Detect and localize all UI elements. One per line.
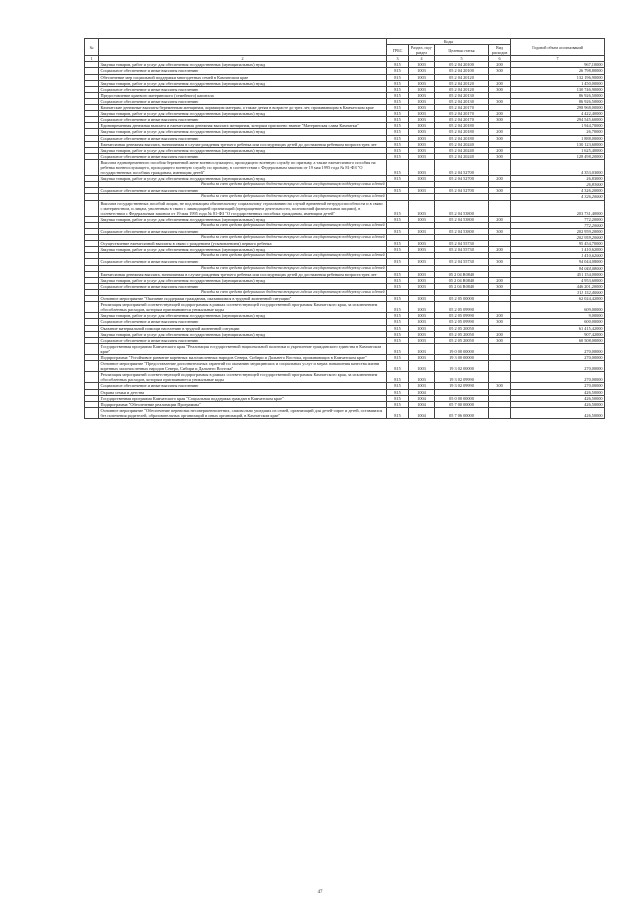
row-section-cell: 1003 — [409, 343, 435, 354]
row-amount-cell: 26 798,80000 — [511, 68, 605, 74]
table-row — [85, 159, 605, 175]
row-grbs-cell: 815 — [387, 229, 409, 235]
row-exp-type-cell: 300 — [489, 68, 511, 74]
row-amount-cell: 203 731,40000 — [511, 200, 605, 216]
row-number-cell — [85, 159, 99, 175]
row-grbs-cell: 815 — [387, 62, 409, 68]
row-name-cell: Обеспечение мер социальной поддержки многодетных семей в Камчатском крае — [99, 74, 387, 80]
row-target-cell: 05 2 05 20050 — [435, 331, 489, 337]
row-target-cell: 05 2 04 20170 — [435, 117, 489, 123]
row-target-cell: 19 3 02 09990 — [435, 383, 489, 389]
row-grbs-cell: 815 — [387, 129, 409, 135]
row-grbs-cell: 815 — [387, 117, 409, 123]
row-grbs-cell: 815 — [387, 105, 409, 111]
row-section-cell: 1003 — [409, 74, 435, 80]
row-target-cell: 05 2 04 20180 — [435, 129, 489, 135]
table-row — [85, 372, 605, 383]
row-section-cell: 1003 — [409, 361, 435, 372]
row-exp-type-cell: 200 — [489, 247, 511, 253]
row-name-cell: Социальное обеспечение и иные выплаты населению — [99, 117, 387, 123]
row-amount-cell: 967,10000 — [511, 62, 605, 68]
row-amount-cell: 1 944,70000 — [511, 123, 605, 129]
row-grbs-cell: 815 — [387, 98, 409, 104]
row-grbs-cell: 815 — [387, 68, 409, 74]
row-name-cell: Закупка товаров, работ и услуг для обеспечения государственных (муниципальных) нужд — [99, 247, 387, 253]
row-section-cell: 1003 — [409, 337, 435, 343]
row-amount-cell: 4 326,20000 — [511, 194, 605, 200]
row-target-cell: 05 2 04 20240 — [435, 141, 489, 147]
row-name-cell: Социальное обеспечение и иные выплаты населению — [99, 319, 387, 325]
row-target-cell: 05 2 04 R0840 — [435, 277, 489, 283]
row-grbs-cell: 815 — [387, 176, 409, 182]
row-amount-cell: 270,00000 — [511, 354, 605, 360]
row-grbs-cell: 815 — [387, 372, 409, 383]
table-body — [85, 62, 605, 419]
row-grbs-cell: 815 — [387, 313, 409, 319]
row-section-cell: 1003 — [409, 86, 435, 92]
row-amount-cell: 446 201,20000 — [511, 283, 605, 289]
row-name-cell: Закупка товаров, работ и услуг для обеспечения государственных (муниципальных) нужд — [99, 313, 387, 319]
row-exp-type-cell: 300 — [489, 86, 511, 92]
row-target-cell: 19 3 02 00000 — [435, 361, 489, 372]
row-section-cell: 1003 — [409, 68, 435, 74]
row-target-cell: 05 2 04 53800 — [435, 200, 489, 216]
row-section-cell: 1003 — [409, 325, 435, 331]
row-section-cell: 1003 — [409, 117, 435, 123]
row-amount-cell: 202 959,20000 — [511, 235, 605, 241]
row-exp-type-cell: 300 — [489, 153, 511, 159]
row-grbs-cell: 815 — [387, 325, 409, 331]
row-section-cell: 1004 — [409, 401, 435, 407]
row-exp-type-cell: 200 — [489, 147, 511, 153]
row-target-cell: 05 2 04 R0840 — [435, 271, 489, 277]
row-exp-type-cell: 300 — [489, 337, 511, 343]
row-target-cell: 05 2 05 20050 — [435, 337, 489, 343]
row-amount-cell: 907,42000 — [511, 331, 605, 337]
row-exp-type-cell: 300 — [489, 383, 511, 389]
row-name-cell: Закупка товаров, работ и услуг для обеспечения государственных (муниципальных) нужд — [99, 80, 387, 86]
row-amount-cell: 1 888,00000 — [511, 135, 605, 141]
row-amount-cell: 202 959,20000 — [511, 229, 605, 235]
row-amount-cell: 298 968,00000 — [511, 105, 605, 111]
row-section-cell: 1003 — [409, 159, 435, 175]
row-grbs-cell: 815 — [387, 389, 409, 395]
row-grbs-cell: 815 — [387, 141, 409, 147]
row-target-cell: 05 2 05 09990 — [435, 313, 489, 319]
row-grbs-cell: 815 — [387, 111, 409, 117]
row-exp-type-cell: 300 — [489, 259, 511, 265]
row-target-cell: 05 2 04 20180 — [435, 123, 489, 129]
row-grbs-cell: 815 — [387, 188, 409, 194]
row-exp-type-cell — [489, 200, 511, 216]
row-name-cell: Камчатские денежные выплаты беременным женщинам, кормящим матерям, а также детям в возрасте до трех лет, проживающим в Камчатском крае — [99, 105, 387, 111]
row-name-cell: Социальное обеспечение и иные выплаты населению — [99, 68, 387, 74]
row-grbs-cell: 815 — [387, 135, 409, 141]
row-amount-cell: 270,00000 — [511, 361, 605, 372]
row-section-cell: 1003 — [409, 283, 435, 289]
row-exp-type-cell: 200 — [489, 176, 511, 182]
row-amount-cell: 426,50000 — [511, 395, 605, 401]
row-amount-cell: 270,00000 — [511, 383, 605, 389]
row-number-cell — [85, 372, 99, 383]
row-amount-cell: 294 545,60000 — [511, 117, 605, 123]
row-amount-cell: 4 422,40000 — [511, 111, 605, 117]
row-exp-type-cell: 200 — [489, 62, 511, 68]
row-target-cell: 05 2 04 52700 — [435, 159, 489, 175]
row-target-cell: 05 2 04 R0840 — [435, 283, 489, 289]
row-grbs-cell: 815 — [387, 361, 409, 372]
row-amount-cell: 270,00000 — [511, 372, 605, 383]
row-exp-type-cell: 200 — [489, 216, 511, 222]
row-exp-type-cell: 200 — [489, 277, 511, 283]
row-grbs-cell: 815 — [387, 331, 409, 337]
row-target-cell: 19 0 00 00000 — [435, 343, 489, 354]
row-section-cell: 1003 — [409, 176, 435, 182]
row-name-cell: Подпрограмма "Обеспечение реализации Программы" — [99, 401, 387, 407]
row-section-cell: 1003 — [409, 141, 435, 147]
row-name-cell: Оказание материальной помощи населению в трудной жизненной ситуации — [99, 325, 387, 331]
row-amount-cell: 772,20000 — [511, 222, 605, 228]
row-section-cell: 1003 — [409, 105, 435, 111]
row-name-cell: Социальное обеспечение и иные выплаты населению — [99, 383, 387, 389]
row-exp-type-cell: 300 — [489, 135, 511, 141]
row-section-cell: 1003 — [409, 313, 435, 319]
row-exp-type-cell: 300 — [489, 229, 511, 235]
row-exp-type-cell: 200 — [489, 80, 511, 86]
row-target-cell: 05 2 05 00000 — [435, 296, 489, 302]
row-amount-cell: 426,50000 — [511, 389, 605, 395]
row-section-cell: 1004 — [409, 395, 435, 401]
row-amount-cell: 270,00000 — [511, 343, 605, 354]
row-amount-cell: 86 926,50000 — [511, 98, 605, 104]
row-number-cell — [85, 302, 99, 313]
row-grbs-cell: 815 — [387, 92, 409, 98]
row-name-cell: Социальное обеспечение и иные выплаты населению — [99, 229, 387, 235]
row-name-cell: Закупка товаров, работ и услуг для обеспечения государственных (муниципальных) нужд — [99, 331, 387, 337]
row-amount-cell: 130 746,90000 — [511, 86, 605, 92]
row-target-cell: 05 2 04 20100 — [435, 62, 489, 68]
row-amount-cell: 311 152,40000 — [511, 289, 605, 295]
row-name-cell: Закупка товаров, работ и услуг для обеспечения государственных (муниципальных) нужд — [99, 277, 387, 283]
row-grbs-cell: 815 — [387, 277, 409, 283]
header-num: № — [85, 39, 99, 56]
row-number-cell — [85, 407, 99, 418]
row-grbs-cell: 815 — [387, 74, 409, 80]
row-section-cell: 1003 — [409, 62, 435, 68]
row-name-cell: Расходы за счет средств федерального бюджета текущего года на государственную поддержку семьи и детей — [99, 265, 387, 271]
row-section-cell: 1003 — [409, 188, 435, 194]
row-grbs-cell: 815 — [387, 247, 409, 253]
row-section-cell: 1003 — [409, 241, 435, 247]
row-target-cell: 05 2 04 20180 — [435, 135, 489, 141]
col-num: 1 — [85, 56, 99, 62]
row-exp-type-cell — [489, 159, 511, 175]
row-amount-cell: 4 326,20000 — [511, 188, 605, 194]
row-name-cell: Выплата единовременного пособия беременной жене военнослужащего, проходящего военную службу по призыву, а также ежемесячного пособия на ребенка военнослужащего, проходящего военную службу по призыву, в соответствии с Федеральным законом от 19 мая 1995 года № 81-ФЗ "О государственных пособиях гражданам, имеющим детей" — [99, 159, 387, 175]
row-grbs-cell: 815 — [387, 296, 409, 302]
row-grbs-cell: 815 — [387, 259, 409, 265]
row-name-cell: Расходы за счет средств федерального бюджета текущего года на государственную поддержку семьи и детей — [99, 222, 387, 228]
row-section-cell: 1003 — [409, 98, 435, 104]
row-section-cell: 1003 — [409, 123, 435, 129]
row-section-cell: 1004 — [409, 389, 435, 395]
row-number-cell — [85, 361, 99, 372]
row-amount-cell: 61 415,42000 — [511, 325, 605, 331]
row-grbs-cell: 815 — [387, 123, 409, 129]
table-row — [85, 343, 605, 354]
budget-table — [84, 38, 605, 419]
header-codes: Коды — [387, 39, 511, 45]
row-name-cell: Закупка товаров, работ и услуг для обеспечения государственных (муниципальных) нужд — [99, 176, 387, 182]
row-amount-cell: 4 953,60000 — [511, 277, 605, 283]
row-exp-type-cell: 300 — [489, 188, 511, 194]
row-section-cell: 1003 — [409, 302, 435, 313]
row-grbs-cell: 815 — [387, 283, 409, 289]
row-grbs-cell: 815 — [387, 271, 409, 277]
row-name-cell: Предоставление краевого материнского (семейного) капитала — [99, 92, 387, 98]
row-exp-type-cell: 200 — [489, 313, 511, 319]
row-name-cell: Охрана семьи и детства — [99, 389, 387, 395]
row-section-cell: 1003 — [409, 247, 435, 253]
row-section-cell: 1003 — [409, 111, 435, 117]
table-header — [85, 39, 605, 62]
row-name-cell: Закупка товаров, работ и услуг для обеспечения государственных (муниципальных) нужд — [99, 129, 387, 135]
row-name-cell: Расходы за счет средств федерального бюджета текущего года на государственную поддержку семьи и детей — [99, 194, 387, 200]
row-target-cell: 05 0 00 00000 — [435, 395, 489, 401]
row-section-cell: 1003 — [409, 277, 435, 283]
row-target-cell: 05 2 04 20170 — [435, 105, 489, 111]
row-number-cell — [85, 200, 99, 216]
row-name-cell: Государственная программа Камчатского края "Реализация государственной национальной политики и укрепление гражданского единства в Камчатском крае" — [99, 343, 387, 354]
col-num: 4 — [409, 56, 435, 62]
row-grbs-cell: 815 — [387, 86, 409, 92]
row-target-cell: 05 2 04 20100 — [435, 68, 489, 74]
row-grbs-cell: 815 — [387, 153, 409, 159]
row-section-cell: 1003 — [409, 200, 435, 216]
header-target: Целевая статья — [435, 45, 489, 56]
row-amount-cell: 95 454,70000 — [511, 241, 605, 247]
row-amount-cell: 451 154,00000 — [511, 271, 605, 277]
row-grbs-cell: 815 — [387, 337, 409, 343]
row-exp-type-cell: 300 — [489, 117, 511, 123]
row-amount-cell: 1 410,62000 — [511, 253, 605, 259]
row-exp-type-cell: 300 — [489, 98, 511, 104]
row-target-cell: 05 2 04 20130 — [435, 92, 489, 98]
row-target-cell: 05 2 05 09990 — [435, 319, 489, 325]
row-exp-type-cell: 200 — [489, 111, 511, 117]
row-target-cell: 05 2 04 20240 — [435, 153, 489, 159]
row-name-cell: Закупка товаров, работ и услуг для обеспечения государственных (муниципальных) нужд — [99, 62, 387, 68]
row-amount-cell: 772,20000 — [511, 216, 605, 222]
row-amount-cell: 132 196,90000 — [511, 74, 605, 80]
row-grbs-cell: 815 — [387, 383, 409, 389]
row-target-cell: 05 2 04 53800 — [435, 216, 489, 222]
row-target-cell: 05 2 04 20170 — [435, 111, 489, 117]
row-section-cell: 1003 — [409, 135, 435, 141]
row-section-cell: 1003 — [409, 92, 435, 98]
row-section-cell: 1003 — [409, 296, 435, 302]
row-grbs-cell: 815 — [387, 200, 409, 216]
page-number: 47 — [317, 890, 323, 895]
row-amount-cell: 86 926,50000 — [511, 92, 605, 98]
row-exp-type-cell — [489, 407, 511, 418]
row-target-cell: 05 7 00 00000 — [435, 401, 489, 407]
row-grbs-cell: 815 — [387, 401, 409, 407]
row-name-cell: Основное мероприятие "Обеспечение перевозки несовершеннолетних, самовольно ушедших из семей, организаций для детей-сирот и детей, оставшихся без попечения родителей, образовательных организаций и иных организаций, в Камчатском крае" — [99, 407, 387, 418]
row-exp-type-cell — [489, 343, 511, 354]
table-row — [85, 407, 605, 418]
row-target-cell: 05 2 04 55730 — [435, 247, 489, 253]
col-num: 3 — [387, 56, 409, 62]
row-amount-cell: 130 123,60000 — [511, 141, 605, 147]
row-grbs-cell: 815 — [387, 395, 409, 401]
row-amount-cell: 600,00000 — [511, 319, 605, 325]
col-num: 5 — [435, 56, 489, 62]
row-name-cell: Подпрограмма "Устойчивое развитие коренных малочисленных народов Севера, Сибири и Дальнего Востока, проживающих в Камчатском крае" — [99, 354, 387, 360]
row-name-cell: Государственная программа Камчатского края "Социальная поддержка граждан в Камчатском крае" — [99, 395, 387, 401]
row-name-cell: Расходы за счет средств федерального бюджета текущего года на государственную поддержку семьи и детей — [99, 182, 387, 188]
row-target-cell: 05 2 04 20240 — [435, 147, 489, 153]
row-grbs-cell: 815 — [387, 241, 409, 247]
row-number-cell — [85, 343, 99, 354]
row-amount-cell: 94 044,08000 — [511, 259, 605, 265]
row-target-cell: 05 2 04 52700 — [435, 176, 489, 182]
row-section-cell: 1003 — [409, 216, 435, 222]
row-target-cell: 05 2 05 20050 — [435, 325, 489, 331]
row-grbs-cell: 815 — [387, 407, 409, 418]
row-grbs-cell: 815 — [387, 354, 409, 360]
row-target-cell: 05 2 04 53800 — [435, 229, 489, 235]
row-name-cell: Реализация мероприятий соответствующей подпрограммы в рамках соответствующей государственной программы Камчатского края, за исключением обособленных расходов, которым присваиваются уникальные коды — [99, 372, 387, 383]
row-target-cell: 05 2 04 20130 — [435, 98, 489, 104]
header-section: Раздел, под-раздел — [409, 45, 435, 56]
row-name-cell: Социальное обеспечение и иные выплаты населению — [99, 337, 387, 343]
row-section-cell: 1003 — [409, 331, 435, 337]
row-section-cell: 1003 — [409, 271, 435, 277]
row-section-cell: 1003 — [409, 129, 435, 135]
row-grbs-cell: 815 — [387, 80, 409, 86]
row-amount-cell: 1 625,40000 — [511, 147, 605, 153]
row-name-cell: Основное мероприятие "Оказание поддержки гражданам, оказавшимся в трудной жизненной ситуации" — [99, 296, 387, 302]
row-section-cell: 1003 — [409, 259, 435, 265]
row-target-cell: 05 2 04 20120 — [435, 86, 489, 92]
row-name-cell: Социальное обеспечение и иные выплаты населению — [99, 283, 387, 289]
row-grbs-cell: 815 — [387, 216, 409, 222]
row-name-cell: Социальное обеспечение и иные выплаты населению — [99, 188, 387, 194]
row-amount-cell: 128 498,20000 — [511, 153, 605, 159]
row-name-cell: Единовременная денежная выплата и ежемесячная денежная выплата женщинам, которым присвоено звание "Материнская слава Камчатки" — [99, 123, 387, 129]
row-target-cell: 05 2 05 09990 — [435, 302, 489, 313]
row-name-cell: Расходы за счет средств федерального бюджета текущего года на государственную поддержку семьи и детей — [99, 289, 387, 295]
row-amount-cell: 94 044,08000 — [511, 265, 605, 271]
row-target-cell: 05 2 04 20120 — [435, 74, 489, 80]
row-target-cell: 05 7 06 00000 — [435, 407, 489, 418]
row-section-cell: 1004 — [409, 407, 435, 418]
row-name-cell: Социальное обеспечение и иные выплаты населению — [99, 259, 387, 265]
row-target-cell: 05 2 04 55730 — [435, 241, 489, 247]
row-amount-cell: 609,00000 — [511, 302, 605, 313]
row-section-cell: 1003 — [409, 372, 435, 383]
header-grbs: ГРБС — [387, 45, 409, 56]
row-exp-type-cell: 300 — [489, 283, 511, 289]
row-grbs-cell: 815 — [387, 343, 409, 354]
row-amount-cell: 26,83000 — [511, 176, 605, 182]
row-name-cell: Закупка товаров, работ и услуг для обеспечения государственных (муниципальных) нужд — [99, 147, 387, 153]
row-name-cell: Социальное обеспечение и иные выплаты населению — [99, 86, 387, 92]
row-name-cell: Расходы за счет средств федерального бюджета текущего года на государственную поддержку семьи и детей — [99, 235, 387, 241]
row-section-cell: 1003 — [409, 153, 435, 159]
row-exp-type-cell: 300 — [489, 319, 511, 325]
row-target-cell: 05 2 04 52700 — [435, 188, 489, 194]
row-name-cell: Социальное обеспечение и иные выплаты населению — [99, 98, 387, 104]
row-target-cell: 05 2 04 20120 — [435, 80, 489, 86]
row-target-cell: 19 3 02 09990 — [435, 372, 489, 383]
row-name-cell: Социальное обеспечение и иные выплаты населению — [99, 135, 387, 141]
header-exp-type: Вид расходов — [489, 45, 511, 56]
row-name-cell: Ежемесячная денежная выплата, назначаемая в случае рождения третьего ребенка или последующих детей до достижения ребенком возраста трех лет — [99, 271, 387, 277]
row-section-cell: 1003 — [409, 147, 435, 153]
row-amount-cell: 9,00000 — [511, 313, 605, 319]
table-row — [85, 302, 605, 313]
row-amount-cell: 60 508,00000 — [511, 337, 605, 343]
row-section-cell: 1003 — [409, 319, 435, 325]
row-amount-cell: 426,50000 — [511, 401, 605, 407]
row-target-cell: 05 2 04 55730 — [435, 259, 489, 265]
row-section-cell: 1003 — [409, 354, 435, 360]
row-name-cell: Реализация мероприятий соответствующей подпрограммы в рамках соответствующей государственной программы Камчатского края, за исключением обособленных расходов, которым присваиваются уникальные коды — [99, 302, 387, 313]
row-exp-type-cell: 200 — [489, 331, 511, 337]
row-name-cell: Выплата государственных пособий лицам, не подлежащим обязательному социальному страхованию на случай временной нетрудоспособности и в связи с материнством, и лицам, уволенным в связи с ликвидацией организаций (прекращением деятельности, полномочий физическими лицами), в соответствии с Федеральным законом от 19 мая 1995 года № 81-ФЗ "О государственных пособиях гражданам, имеющим детей" — [99, 200, 387, 216]
row-name-cell: Расходы за счет средств федерального бюджета текущего года на государственную поддержку семьи и детей — [99, 253, 387, 259]
row-exp-type-cell — [489, 372, 511, 383]
row-amount-cell: 1 410,62000 — [511, 247, 605, 253]
row-grbs-cell: 815 — [387, 302, 409, 313]
row-amount-cell: 26,70000 — [511, 129, 605, 135]
row-grbs-cell: 815 — [387, 147, 409, 153]
row-amount-cell: 4 353,03000 — [511, 159, 605, 175]
row-exp-type-cell — [489, 361, 511, 372]
row-amount-cell: 26,83000 — [511, 182, 605, 188]
header-sum: Годовой объем ассигнований — [511, 39, 605, 56]
row-name-cell: Ежемесячная денежная выплата, назначаемая в случае рождения третьего ребенка или последующих детей до достижения ребенком возраста трех лет — [99, 141, 387, 147]
col-num: 7 — [511, 56, 605, 62]
row-section-cell: 1003 — [409, 229, 435, 235]
row-amount-cell: 62 024,42000 — [511, 296, 605, 302]
row-name-cell: Закупка товаров, работ и услуг для обеспечения государственных (муниципальных) нужд — [99, 216, 387, 222]
row-target-cell: 19 3 00 00000 — [435, 354, 489, 360]
row-name-cell: Социальное обеспечение и иные выплаты населению — [99, 153, 387, 159]
col-num: 6 — [489, 56, 511, 62]
row-grbs-cell: 815 — [387, 319, 409, 325]
row-grbs-cell: 815 — [387, 159, 409, 175]
row-name-cell: Основное мероприятие "Предоставление дополнительных гарантий по оказанию медицинских и социальных услуг и мерах повышения качества жизни коренных малочисленных народов Севера, Сибири и Дальнего Востока" — [99, 361, 387, 372]
row-amount-cell: 1 450,00000 — [511, 80, 605, 86]
row-section-cell: 1003 — [409, 383, 435, 389]
row-name-cell: Осуществление ежемесячной выплаты в связи с рождением (усыновлением) первого ребенка — [99, 241, 387, 247]
table-row — [85, 200, 605, 216]
row-amount-cell: 426,50000 — [511, 407, 605, 418]
header-name — [99, 39, 387, 56]
row-exp-type-cell — [489, 302, 511, 313]
row-exp-type-cell: 200 — [489, 129, 511, 135]
table-row — [85, 361, 605, 372]
col-num: 2 — [99, 56, 387, 62]
row-name-cell: Закупка товаров, работ и услуг для обеспечения государственных (муниципальных) нужд — [99, 111, 387, 117]
row-section-cell: 1003 — [409, 80, 435, 86]
